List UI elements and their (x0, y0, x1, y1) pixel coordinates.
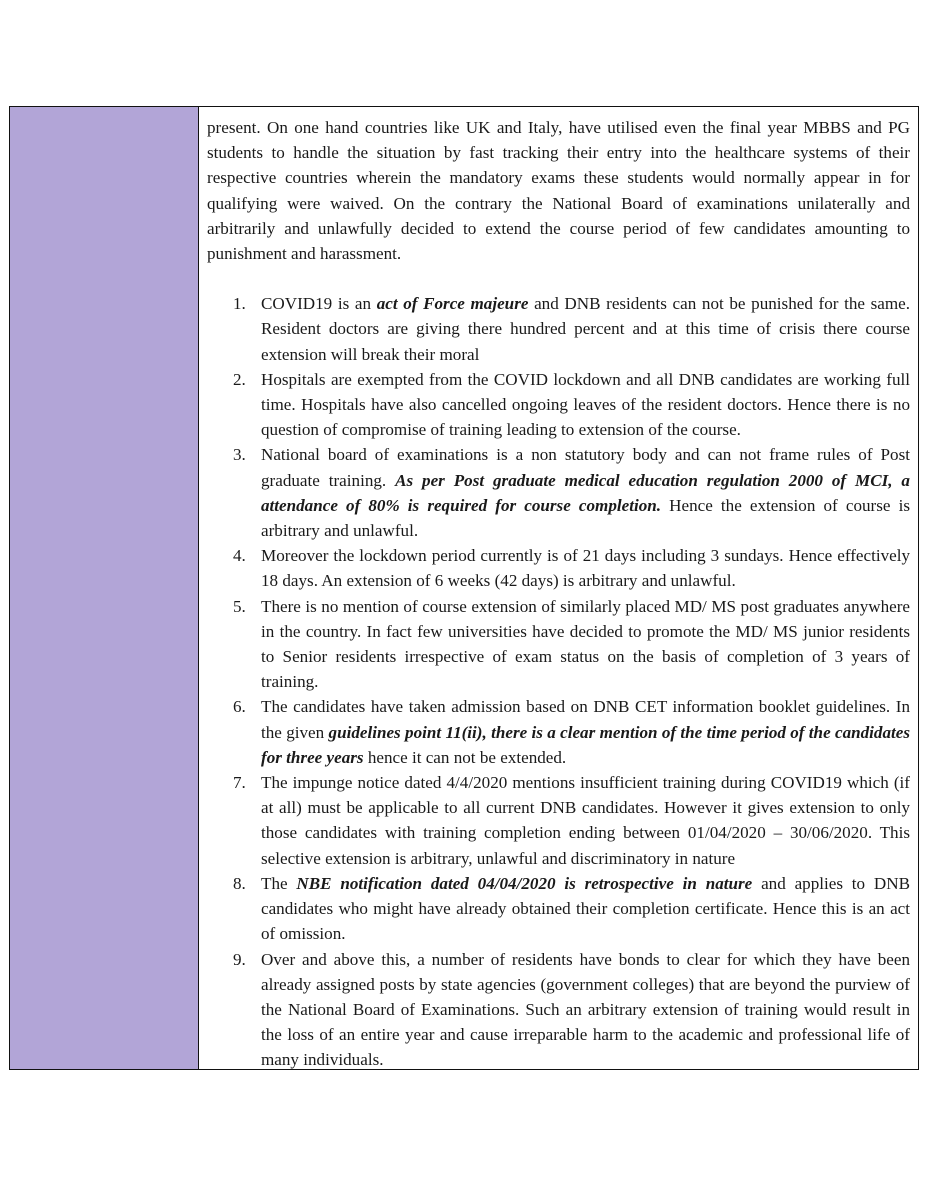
list-item-text: Over and above this, a number of residents have bonds to clear for which they have been already assigned posts by state agencies (government colleges) that are beyond the purview of the National Board of Examinations. Such an arbitrary extension of training would result in the loss of an entire year and cause irreparable harm to the academic and professional life of many individuals. (261, 949, 910, 1070)
list-item (207, 871, 910, 947)
list-item (207, 291, 910, 367)
list-item-number: 1. (233, 294, 246, 314)
list-item-emphasis: guidelines point 11(ii), there is a clear mention of the time period of the candidates for three years (261, 722, 910, 767)
list-item-emphasis: act of Force majeure (376, 294, 529, 314)
list-item (207, 947, 910, 1073)
list-item-text: National board of examinations is a non statutory body and can not frame rules of Post graduate training. (261, 445, 910, 490)
list-item-number: 2. (233, 369, 246, 389)
side-cell (10, 107, 199, 1069)
list-item-text: and applies to DNB candidates who might have already obtained their completion certificate. Hence this is an act of omission. (261, 873, 911, 944)
list-item (207, 367, 910, 443)
list-item (207, 594, 910, 695)
list-item-number: 3. (233, 445, 246, 465)
list-item-text: Moreover the lockdown period currently is of 21 days including 3 sundays. Hence effectively 18 days. An extension of 6 weeks (42 days) is arbitrary and unlawful. (261, 546, 910, 591)
points-list (207, 291, 910, 1072)
list-item-text: Hence the extension of course is arbitrary and unlawful. (261, 495, 910, 541)
list-item-number: 5. (233, 596, 246, 616)
list-item-text: The (261, 873, 297, 893)
list-item-text: and DNB residents can not be punished for the same. Resident doctors are giving there hundred percent and at this time of crisis there course extension will break their moral (261, 294, 910, 364)
intro-paragraph: present. On one hand countries like UK and Italy, have utilised even the final year MBBS and PG students to handle the situation by fast tracking their entry into the healthcare systems of their respective countries wherein the mandatory exams these students would normally appear in for qualifying were waived. On the contrary the National Board of examinations unilaterally and arbitrarily and unlawfully decided to extend the course period of few candidates amounting to punishment and harassment. (207, 118, 910, 264)
list-item-text: COVID19 is an (261, 294, 377, 314)
list-item-text: There is no mention of course extension of similarly placed MD/ MS post graduates anywhere in the country. In fact few universities have decided to promote the MD/ MS junior residents to Senior residents irrespective of exam status on the basis of completion of 3 years of training. (261, 596, 910, 692)
list-item (207, 770, 910, 871)
list-item-text: The impunge notice dated 4/4/2020 mentions insufficient training during COVID19 which (if at all) must be applicable to all current DNB candidates. However it gives extension to only those candidates with training completion ending between 01/04/2020 – 30/06/2020. This selective extension is arbitrary, unlawful and discriminatory in nature (261, 773, 910, 868)
list-item (207, 442, 910, 543)
document-table (9, 106, 919, 1070)
list-item-number: 6. (233, 697, 246, 717)
list-item-number: 8. (233, 873, 246, 893)
list-item-text: hence it can not be extended. (363, 747, 567, 767)
list-item-emphasis: NBE notification dated 04/04/2020 is retrospective in nature (296, 873, 753, 893)
list-item-text: Hospitals are exempted from the COVID lockdown and all DNB candidates are working full time. Hospitals have also cancelled ongoing leaves of the resident doctors. Hence there is no question of compromise of training leading to extension of the course. (261, 369, 910, 440)
list-item (207, 543, 910, 593)
list-item (207, 694, 910, 770)
list-item-number: 9. (233, 949, 246, 969)
list-item-number: 7. (233, 773, 246, 793)
main-cell (199, 107, 918, 1069)
list-item-number: 4. (233, 546, 246, 566)
list-item-emphasis: As per Post graduate medical education regulation 2000 of MCI, a attendance of 80% is required for course completion. (261, 470, 910, 515)
list-item-text: The candidates have taken admission based on DNB CET information booklet guidelines. In the given (261, 697, 910, 742)
